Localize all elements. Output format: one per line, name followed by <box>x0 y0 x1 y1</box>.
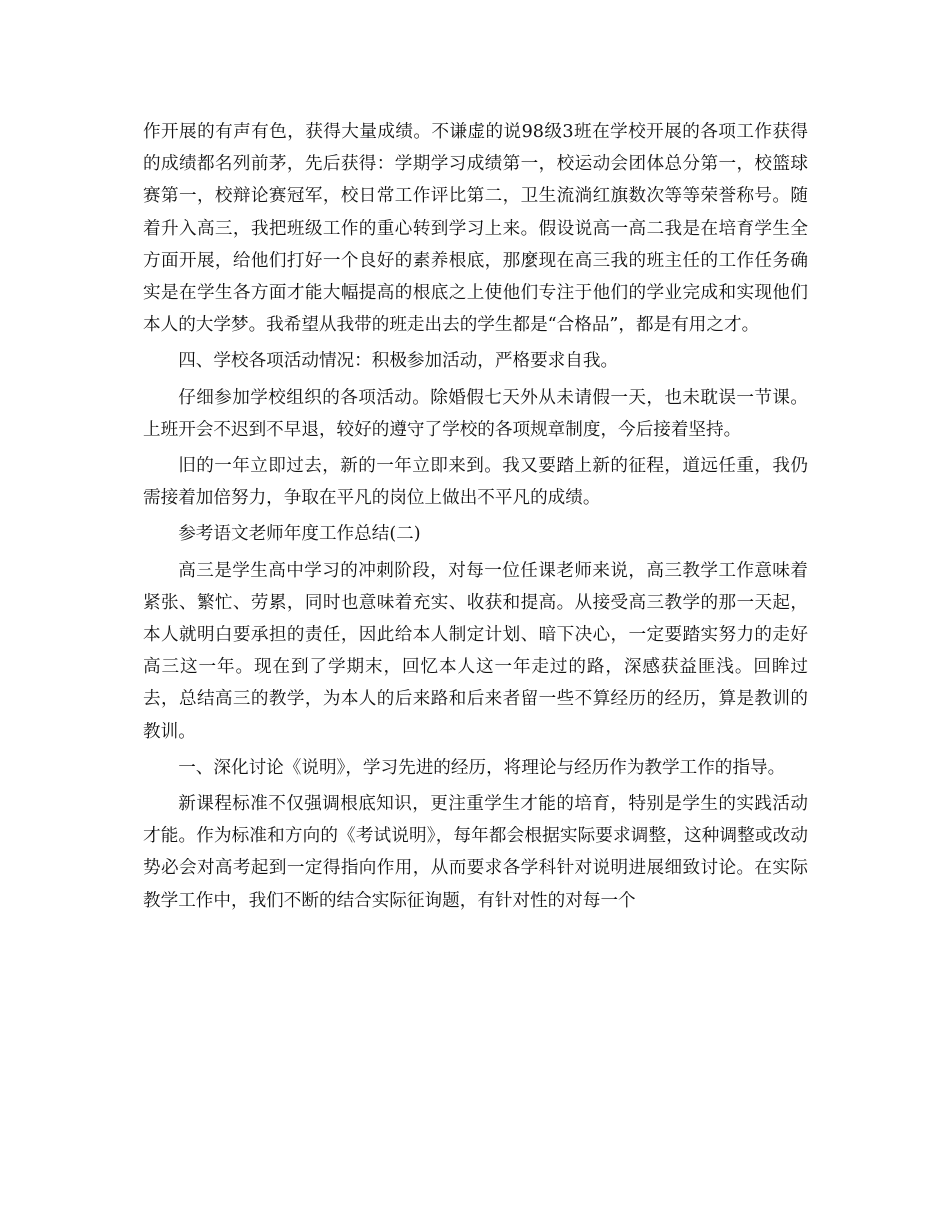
paragraph-1: 作开展的有声有色，获得大量成绩。不谦虚的说98级3班在学校开展的各项工作获得的成绩都名列前茅，先后获得：学期学习成绩第一，校运动会团体总分第一，校篮球赛第一，校辩论赛冠军，校日常工作评比第二，卫生流淌红旗数次等等荣誉称号。随着升入高三，我把班级工作的重心转到学习上来。假设说高一高二我是在培育学生全方面开展，给他们打好一个良好的素养根底，那麼现在高三我的班主任的工作任务确实是在学生各方面才能大幅提高的根底之上使他们专注于他们的学业完成和实现他们本人的大学梦。我希望从我带的班走出去的学生都是“合格品”，都是有用之才。 <box>143 122 808 336</box>
document-page <box>143 116 808 917</box>
paragraph-4: 旧的一年立即过去，新的一年立即来到。我又要踏上新的征程，道远任重，我仍需接着加倍努力，争取在平凡的岗位上做出不平凡的成绩。 <box>143 456 808 509</box>
section-heading-study: 一、深化讨论《说明》，学习先进的经历，将理论与经历作为教学工作的指导。 <box>178 757 786 778</box>
paragraph-6: 高三是学生高中学习的冲刺阶段，对每一位任课老师来说，高三教学工作意味着紧张、繁忙、劳累，同时也意味着充实、收获和提高。从接受高三教学的那一天起，本人就明白要承担的责任，因此给本人制定计划、暗下决心，一定要踏实努力的走好高三这一年。现在到了学期末，回忆本人这一年走过的路，深感获益匪浅。回眸过去，总结高三的教学，为本人的后来路和后来者留一些不算经历的经历，算是教训的教训。 <box>143 560 808 742</box>
section-heading-activities: 四、学校各项活动情况：积极参加活动，严格要求自我。 <box>178 351 619 372</box>
paragraph-3: 仔细参加学校组织的各项活动。除婚假七天外从未请假一天，也未耽误一节课。上班开会不迟到不早退，较好的遵守了学校的各项规章制度，今后接着坚持。 <box>143 387 808 440</box>
article-title: 参考语文老师年度工作总结(二) <box>178 524 421 545</box>
paragraph-8: 新课程标准不仅强调根底知识，更注重学生才能的培育，特别是学生的实践活动才能。作为标准和方向的《考试说明》，每年都会根据实际要求调整，这种调整或改动势必会对高考起到一定得指向作用，从而要求各学科针对说明进展细致讨论。在实际教学工作中，我们不断的结合实际征询题，有针对性的对每一个 <box>143 794 808 911</box>
